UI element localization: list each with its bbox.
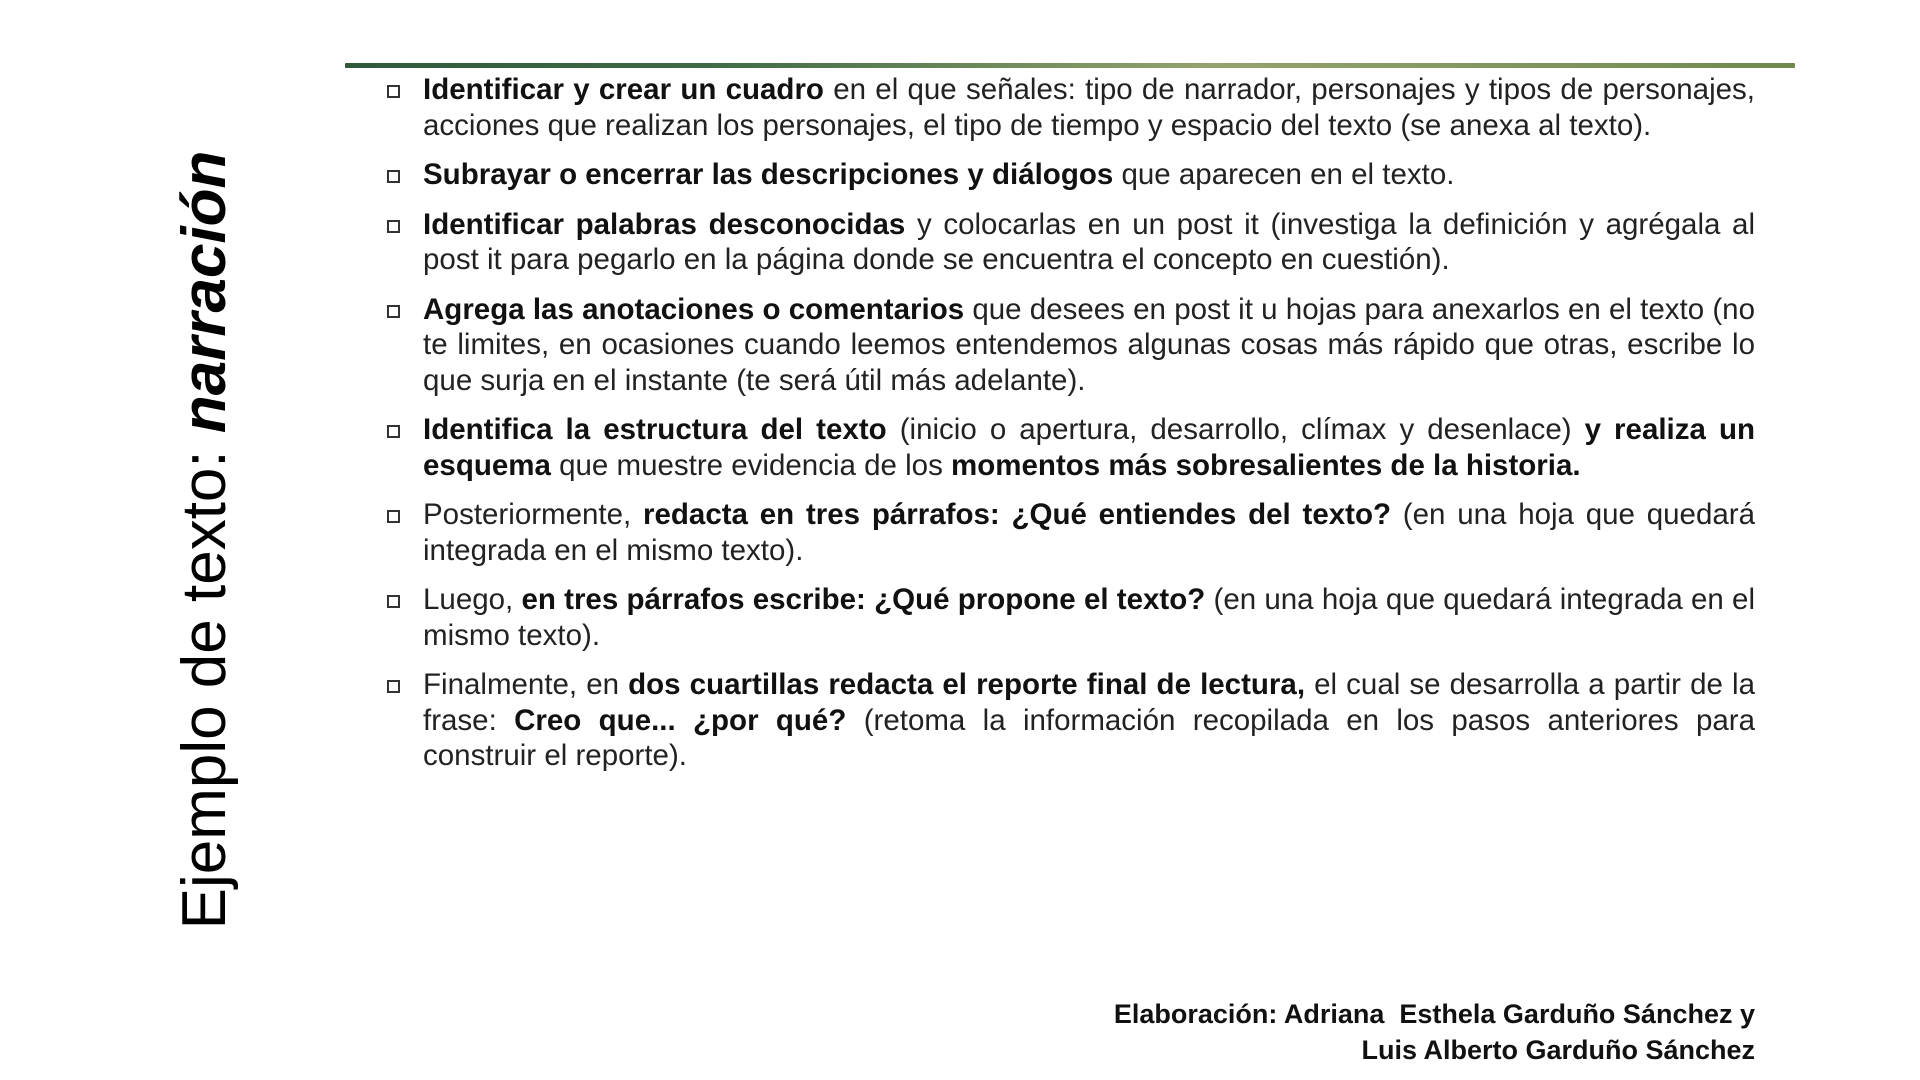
top-divider	[345, 63, 1795, 68]
instruction-bold: dos cuartillas redacta el reporte final de lectura,	[628, 668, 1306, 701]
instruction-text: el cual se desarrolla a partir de la frase:	[423, 668, 1755, 737]
credits-line-2: Luis Alberto Garduño Sánchez	[1361, 1035, 1755, 1065]
instruction-text: en el que señales: tipo de narrador, personajes y tipos de personajes, acciones que realizan los personajes, el tipo de tiempo y espacio del texto (se anexa al texto).	[423, 73, 1755, 142]
bullet-square-icon	[387, 220, 400, 233]
instruction-bold-2: y realiza un esquema	[423, 413, 1755, 482]
bullet-square-icon	[387, 595, 400, 608]
instruction-bold: redacta en tres párrafos: ¿Qué entiendes del texto?	[643, 498, 1392, 531]
instruction-text: (inicio o apertura, desarrollo, clímax y desenlace)	[886, 413, 1585, 446]
instruction-item-6	[385, 497, 1755, 568]
instruction-item-1	[385, 72, 1755, 143]
instruction-text: (en una hoja que quedará integrada en el mismo texto).	[423, 583, 1755, 652]
instruction-lead: Finalmente, en	[423, 668, 629, 701]
instruction-bold: Subrayar o encerrar las descripciones y diálogos	[423, 158, 1114, 191]
instruction-bold: en tres párrafos escribe: ¿Qué propone el texto?	[521, 583, 1206, 616]
credits-line-1: Elaboración: Adriana Esthela Garduño Sánchez y	[1113, 999, 1755, 1029]
instruction-item-7	[385, 582, 1755, 653]
instruction-bold-3: momentos más sobresalientes de la historia.	[951, 448, 1581, 482]
instruction-lead: Posteriormente,	[423, 498, 644, 531]
instruction-bold: Agrega las anotaciones o comentarios	[423, 292, 965, 326]
instruction-item-8	[385, 667, 1755, 774]
bullet-square-icon	[387, 425, 400, 438]
instruction-text: que aparecen en el texto.	[1113, 158, 1455, 191]
bullet-square-icon	[387, 170, 400, 183]
slide-title	[170, 150, 239, 930]
bullet-square-icon	[387, 510, 400, 523]
instruction-text: (en una hoja que quedará integrada en el mismo texto).	[423, 498, 1755, 567]
instruction-bold: Identifica la estructura del texto	[423, 413, 887, 446]
instruction-item-3	[385, 207, 1755, 278]
instruction-bold-2: Creo que... ¿por qué?	[514, 703, 847, 737]
instruction-lead: Luego,	[423, 583, 522, 616]
instruction-item-4	[385, 292, 1755, 399]
credits	[1114, 996, 1755, 1068]
instruction-bold: Identificar y crear un cuadro	[423, 73, 824, 106]
instruction-bold: Identificar palabras desconocidas	[423, 207, 906, 241]
instruction-item-2	[385, 157, 1755, 193]
instruction-list	[385, 72, 1755, 788]
instruction-text-2: (retoma la información recopilada en los pasos anteriores para construir el reporte).	[423, 703, 1755, 772]
bullet-square-icon	[387, 85, 400, 98]
bullet-square-icon	[387, 680, 400, 693]
bullet-square-icon	[387, 305, 400, 318]
instruction-text-2: que muestre evidencia de los	[550, 448, 952, 482]
slide-title-emphasis: narración	[170, 150, 239, 434]
instruction-text: que desees en post it u hojas para anexarlos en el texto (no te limites, en ocasiones cuando leemos entendemos algunas cosas más rápido que otras, escribe lo que surja en el instante (te será útil más adelante).	[423, 292, 1755, 397]
instruction-text: y colocarlas en un post it (investiga la definición y agrégala al post it para pegarlo en la página donde se encuentra el concepto en cuestión).	[423, 207, 1755, 276]
instruction-item-5	[385, 412, 1755, 483]
slide-title-prefix: Ejemplo de texto:	[170, 433, 239, 930]
